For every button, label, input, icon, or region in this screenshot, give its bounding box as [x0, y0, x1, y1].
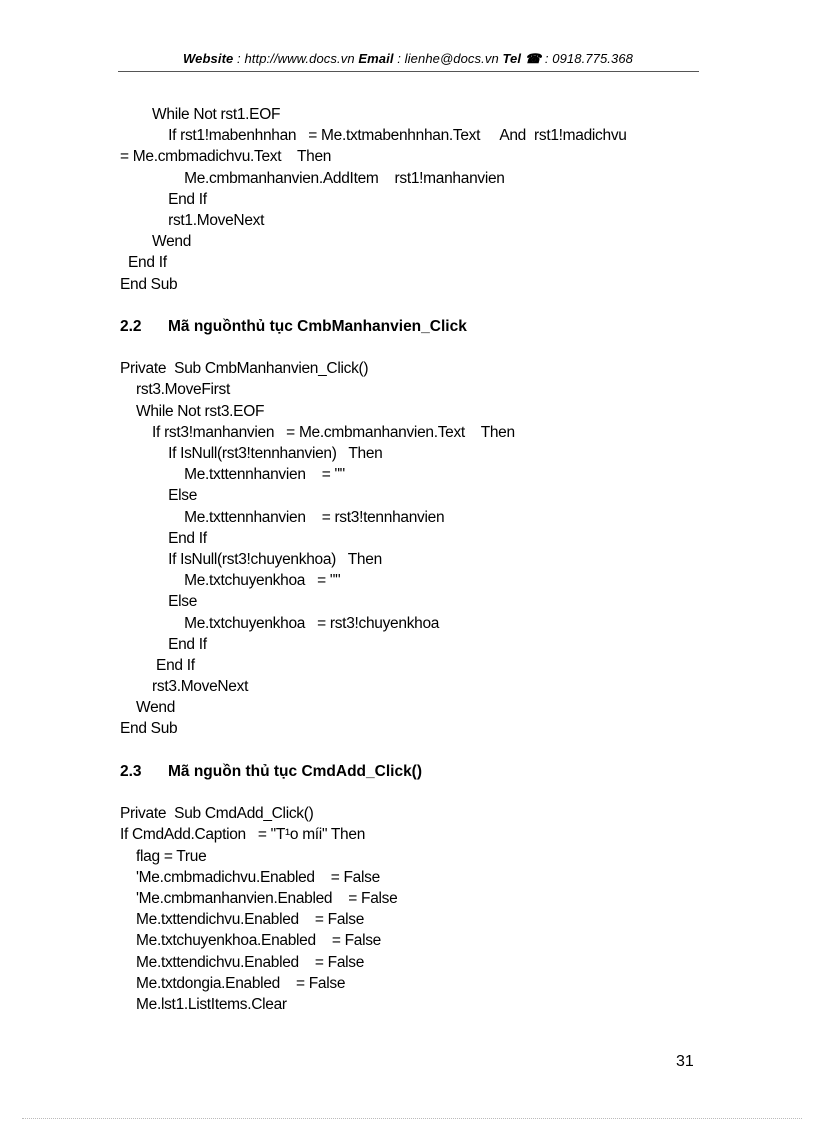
- website-label: Website: [183, 51, 234, 66]
- spacer: [120, 295, 700, 316]
- code-block-2: [120, 358, 700, 739]
- code-line: If IsNull(rst3!chuyenkhoa) Then: [120, 550, 382, 568]
- code-block-3: [120, 803, 700, 1015]
- code-line: Else: [120, 593, 198, 611]
- code-line: End If: [120, 190, 207, 208]
- code-line: Wend: [120, 233, 192, 251]
- section-number: 2.2: [120, 317, 142, 335]
- code-line: 'Me.cmbmadichvu.Enabled = False: [120, 868, 380, 886]
- code-line: If IsNull(rst3!tennhanvien) Then: [120, 445, 383, 462]
- website-value: : http://www.docs.vn: [233, 51, 359, 66]
- code-line: If CmdAdd.Caption = "T¹o míi" Then: [120, 826, 366, 844]
- code-line: Me.lst1.ListItems.Clear: [120, 995, 287, 1013]
- code-line: Me.txtdongia.Enabled = False: [120, 974, 346, 992]
- code-line: End If: [120, 529, 207, 547]
- code-line: Else: [120, 487, 198, 505]
- code-line: Me.txtchuyenkhoa.Enabled = False: [120, 932, 381, 950]
- code-line: Me.txtchuyenkhoa = "": [120, 572, 341, 590]
- code-line: Wend: [120, 699, 176, 717]
- tel-label: Tel: [502, 51, 522, 66]
- section-title: Mã nguồn thủ tục CmdAdd_Click(): [168, 762, 423, 780]
- code-line: While Not rst1.EOF: [120, 106, 281, 123]
- code-line: rst1.MoveNext: [120, 211, 265, 229]
- page-number: 31: [676, 1053, 694, 1070]
- email-label: Email: [358, 51, 394, 66]
- code-line: Me.txttendichvu.Enabled = False: [120, 953, 365, 971]
- code-line: = Me.cmbmadichvu.Text Then: [120, 148, 332, 166]
- page-bottom-edge: [22, 1118, 802, 1119]
- spacer: [120, 782, 700, 803]
- email-value: : lienhe@docs.vn: [393, 51, 503, 66]
- section-heading-2-3: [120, 761, 700, 782]
- code-block-1: [120, 104, 700, 295]
- code-line: End If: [120, 635, 207, 653]
- document-body: [120, 104, 700, 1015]
- code-line: Private Sub CmbManhanvien_Click(): [120, 360, 369, 378]
- code-line: If rst3!manhanvien = Me.cmbmanhanvien.Text Then: [120, 423, 515, 441]
- code-line: Me.txttennhanvien = "": [120, 466, 345, 484]
- spacer: [120, 337, 700, 358]
- section-title: Mã nguồnthủ tục CmbManhanvien_Click: [168, 317, 467, 335]
- code-line: End If: [120, 254, 167, 272]
- section-number: 2.3: [120, 762, 142, 780]
- code-line: Me.txttennhanvien = rst3!tennhanvien: [120, 508, 445, 526]
- code-line: 'Me.cmbmanhanvien.Enabled = False: [120, 889, 398, 907]
- code-line: If rst1!mabenhnhan = Me.txtmabenhnhan.Text And rst1!madichvu: [120, 127, 627, 145]
- spacer: [120, 740, 700, 761]
- code-line: End If: [120, 656, 195, 674]
- page-header: [0, 51, 816, 67]
- section-heading-2-2: [120, 316, 700, 337]
- phone-icon: ☎: [524, 51, 542, 66]
- code-line: flag = True: [120, 847, 207, 865]
- code-line: End Sub: [120, 720, 178, 738]
- code-line: While Not rst3.EOF: [120, 402, 265, 420]
- header-divider: [118, 71, 699, 72]
- code-line: rst3.MoveFirst: [120, 381, 231, 399]
- code-line: Me.cmbmanhanvien.AddItem rst1!manhanvien: [120, 169, 505, 187]
- code-line: End Sub: [120, 275, 178, 293]
- code-line: Me.txtchuyenkhoa = rst3!chuyenkhoa: [120, 614, 440, 632]
- code-line: rst3.MoveNext: [120, 678, 249, 696]
- code-line: Private Sub CmdAdd_Click(): [120, 805, 314, 823]
- code-line: Me.txttendichvu.Enabled = False: [120, 911, 365, 929]
- tel-value: : 0918.775.368: [541, 51, 633, 66]
